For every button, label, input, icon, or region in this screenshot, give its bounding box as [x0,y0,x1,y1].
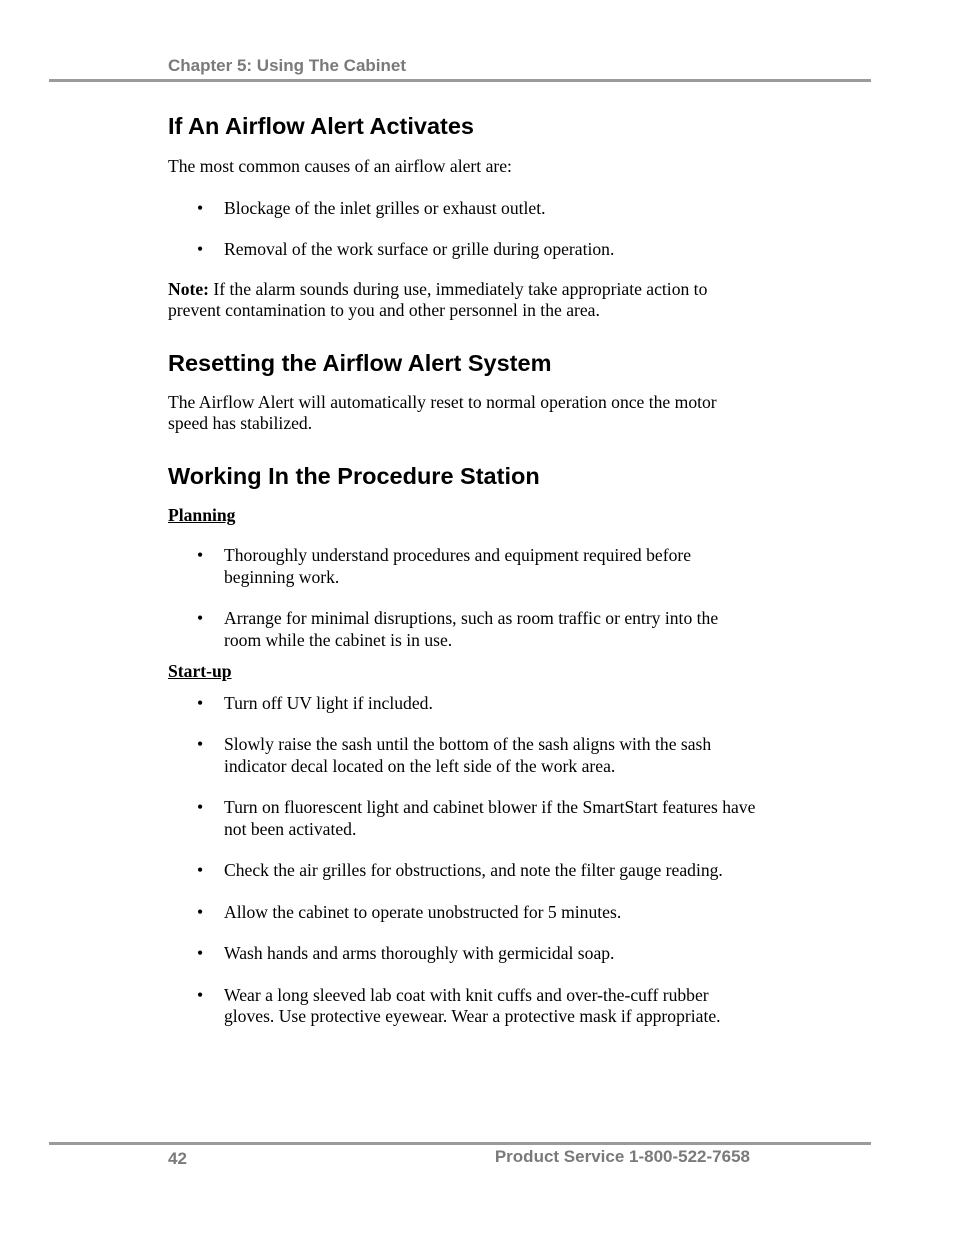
note-text: If the alarm sounds during use, immediately take appropriate action to prevent contamination to you and other personnel in the area. [168,278,708,320]
list-item: • Blockage of the inlet grilles or exhaust outlet. [197,197,546,218]
running-header: Chapter 5: Using The Cabinet [168,56,407,75]
planning-subheading: Planning [168,504,236,525]
list-item: • Wear a long sleeved lab coat with knit cuffs and over-the-cuff rubber gloves. Use protective eyewear. Wear a protective mask if appropriate. [197,984,721,1026]
list-item: • Allow the cabinet to operate unobstructed for 5 minutes. [197,901,622,922]
list-item: • Turn on fluorescent light and cabinet blower if the SmartStart features have not been activated. [197,797,756,839]
list-item: • Slowly raise the sash until the bottom of the sash aligns with the sash indicator decal located on the left side of the work area. [197,734,712,776]
list-item: • Check the air grilles for obstructions, and note the filter gauge reading. [197,860,723,880]
list-item: • Thoroughly understand procedures and equipment required before beginning work. [197,545,692,587]
note-label: Note: [168,278,210,299]
list-item: • Arrange for minimal disruptions, such as room traffic or entry into the room while the cabinet is in use. [197,608,719,650]
airflow-alert-intro: The most common causes of an airflow alert are: [168,156,512,176]
footer-rule [49,1142,871,1145]
section-heading-procedure-station: Working In the Procedure Station [168,462,540,489]
section-heading-airflow-alert: If An Airflow Alert Activates [168,113,474,139]
section-heading-resetting: Resetting the Airflow Alert System [168,349,552,376]
airflow-causes-list [168,198,758,261]
page-content [168,108,758,1028]
startup-list [168,693,758,1028]
list-item: • Turn off UV light if included. [197,692,433,713]
startup-subheading: Start-up [168,661,232,681]
list-item: • Removal of the work surface or grille during operation. [197,239,615,259]
page-number: 42 [168,1149,187,1168]
list-item: • Wash hands and arms thoroughly with germicidal soap. [197,943,615,963]
header-rule [49,79,871,82]
resetting-body: The Airflow Alert will automatically reset to normal operation once the motor speed has stabilized. [168,391,717,433]
product-service-phone: Product Service 1-800-522-7658 [494,1147,750,1166]
airflow-alert-note [168,279,758,322]
planning-list [168,545,758,651]
